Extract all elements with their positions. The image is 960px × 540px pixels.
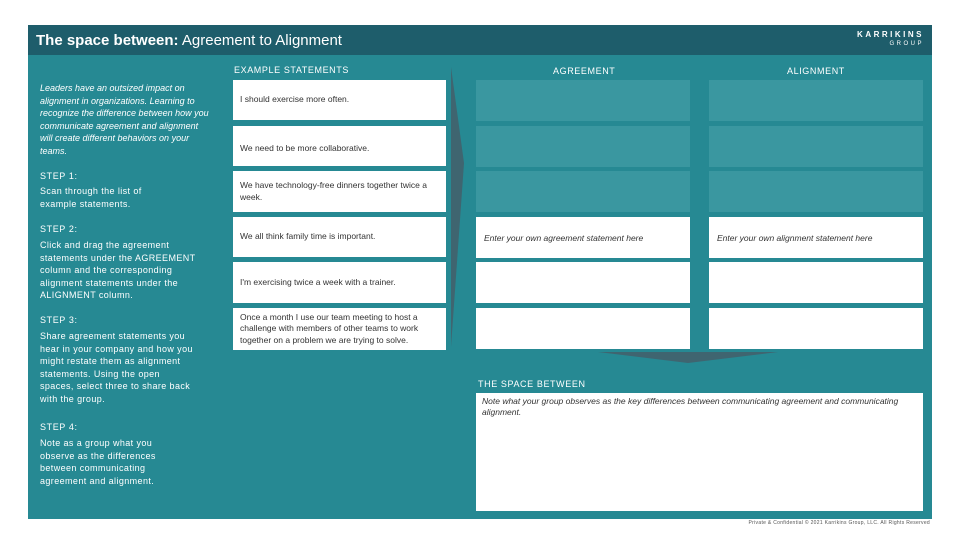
right-arrow-icon: [448, 67, 468, 347]
alignment-drop-zone[interactable]: [709, 126, 923, 167]
activity-board: [28, 25, 932, 519]
agreement-input[interactable]: Enter your own agreement statement here: [476, 217, 690, 258]
alignment-drop-zone[interactable]: [709, 171, 923, 212]
statement-card[interactable]: Once a month I use our team meeting to host a challenge with members of other teams to work together on a problem we are trying to solve.: [233, 308, 446, 350]
alignment-input[interactable]: [709, 308, 923, 349]
alignment-drop-zone[interactable]: [709, 80, 923, 121]
agreement-input[interactable]: [476, 308, 690, 349]
logo-line-2: GROUP: [889, 41, 924, 47]
statement-card[interactable]: I'm exercising twice a week with a trainer.: [233, 262, 446, 303]
step-2-text: Click and drag the agreement statements under the AGREEMENT column and the corresponding alignment statements under the ALIGNMENT column.: [40, 240, 196, 300]
step-3-text: Share agreement statements you hear in your company and how you might restate them as alignment statements. Using the open spaces, select three to share back with the group.: [40, 331, 193, 404]
step-1-text: Scan through the list of example statements.: [40, 186, 142, 209]
agreement-drop-zone[interactable]: [476, 171, 690, 212]
statement-card[interactable]: We have technology-free dinners together twice a week.: [233, 171, 446, 212]
agreement-input[interactable]: [476, 262, 690, 303]
statement-card[interactable]: We need to be more collaborative.: [233, 126, 446, 166]
step-3-heading: STEP 3:: [40, 315, 78, 325]
column-header-alignment: ALIGNMENT: [787, 66, 845, 76]
statement-card[interactable]: We all think family time is important.: [233, 217, 446, 257]
alignment-input[interactable]: Enter your own alignment statement here: [709, 217, 923, 258]
column-header-agreement: AGREEMENT: [553, 66, 616, 76]
statement-card[interactable]: I should exercise more often.: [233, 80, 446, 120]
header-bar: [28, 25, 932, 55]
agreement-drop-zone[interactable]: [476, 126, 690, 167]
step-1-heading: STEP 1:: [40, 171, 78, 181]
step-2-heading: STEP 2:: [40, 224, 78, 234]
logo-line-1: KARRIKINS: [857, 30, 924, 39]
intro-text: Leaders have an outsized impact on alignment in organizations. Learning to recognize the difference between how you communicate agreement and alignment will create different behaviors on your teams.: [40, 83, 209, 156]
footer-copyright: Private & Confidential © 2021 Karrikins Group, LLC. All Rights Reserved: [748, 520, 930, 526]
title-rest: Agreement to Alignment: [178, 32, 342, 49]
step-4-heading: STEP 4:: [40, 422, 78, 432]
alignment-input[interactable]: [709, 262, 923, 303]
page-title: [36, 32, 342, 49]
title-bold: The space between:: [36, 32, 179, 49]
space-between-input[interactable]: Note what your group observes as the key differences between communicating agreement and communicating alignment.: [476, 393, 923, 511]
agreement-drop-zone[interactable]: [476, 80, 690, 121]
step-4-text: Note as a group what you observe as the differences between communicating agreement and alignment.: [40, 438, 156, 486]
down-arrow-icon: [598, 351, 778, 365]
column-header-examples: EXAMPLE STATEMENTS: [234, 65, 349, 75]
space-between-title: THE SPACE BETWEEN: [478, 379, 586, 389]
company-logo: [857, 31, 924, 47]
